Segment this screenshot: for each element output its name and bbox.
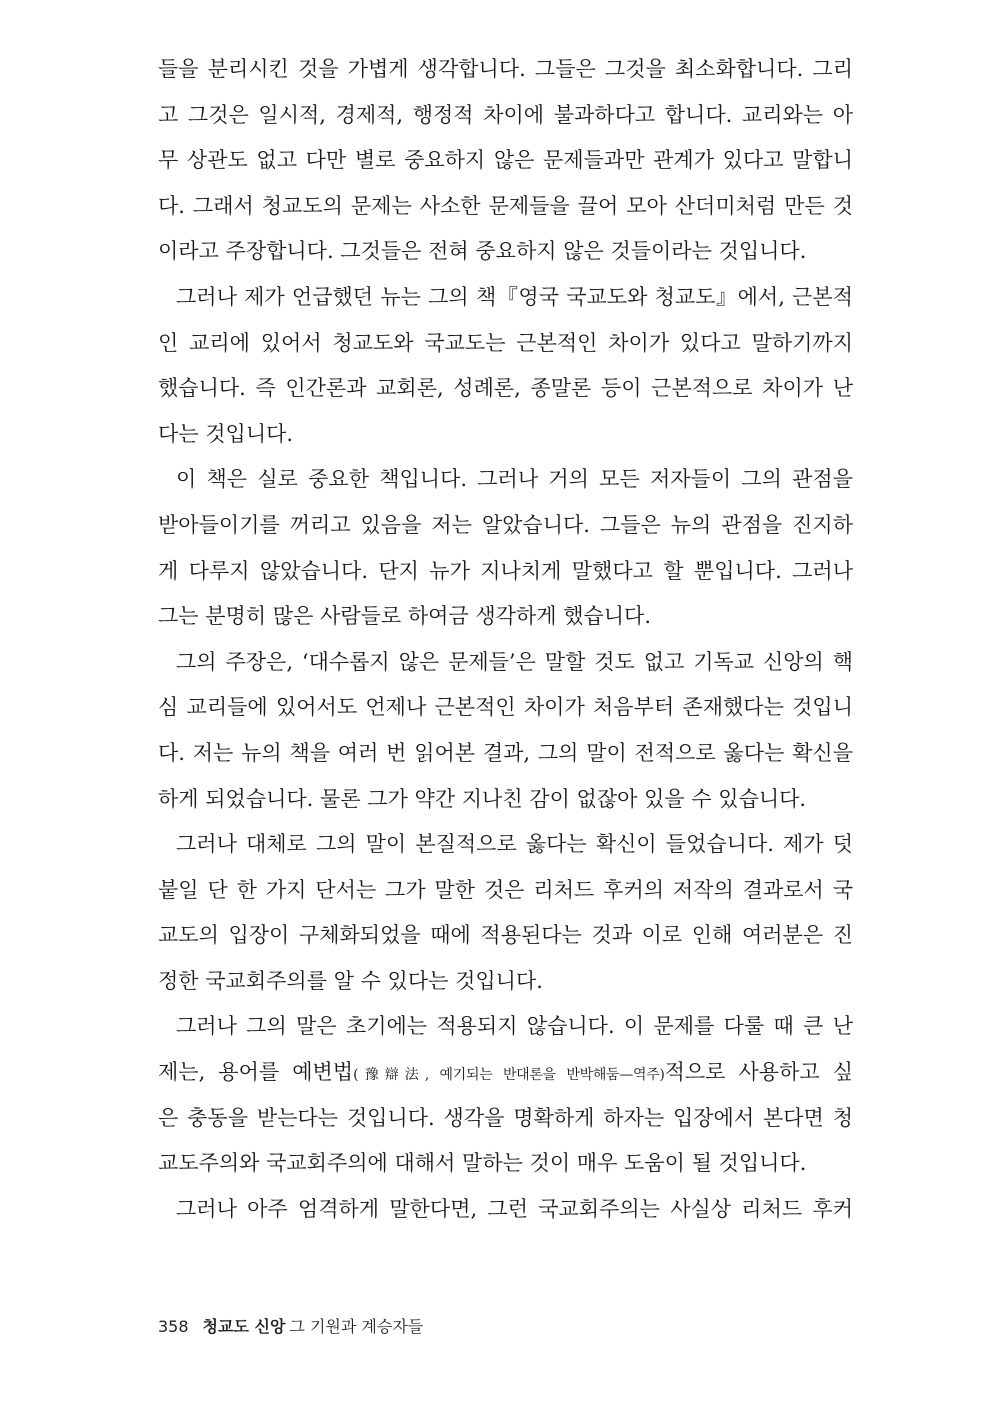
- text-line: 그러나 아주 엄격하게 말한다면, 그런 국교회주의는 사실상 리처드 후커: [176, 1196, 853, 1221]
- text-line: 심 교리들에 있어서도 언제나 근본적인 차이가 처음부터 존재했다는 것입니: [158, 695, 853, 720]
- text-line: 다. 저는 뉴의 책을 여러 번 읽어본 결과, 그의 말이 전적으로 옳다는 확신을: [158, 740, 853, 765]
- text-line: 은 충동을 받는다는 것입니다. 생각을 명확하게 하자는 입장에서 본다면 청: [158, 1105, 853, 1130]
- text-line: 받아들이기를 꺼리고 있음을 저는 알았습니다. 그들은 뉴의 관점을 진지하: [158, 512, 853, 537]
- running-subtitle: 그 기원과 계승자들: [289, 1317, 424, 1336]
- text-line: 그는 분명히 많은 사람들로 하여금 생각하게 했습니다.: [158, 604, 652, 629]
- line-text-after-note: 적으로 사용하고 싶: [664, 1060, 853, 1085]
- text-line: 붙일 단 한 가지 단서는 그가 말한 것은 리처드 후커의 저작의 결과로서 국: [158, 877, 853, 902]
- text-line: 교도의 입장이 구체화되었을 때에 적용된다는 것과 이로 인해 여러분은 진: [158, 923, 853, 948]
- text-line: 교도주의와 국교회주의에 대해서 말하는 것이 매우 도움이 될 것입니다.: [158, 1151, 807, 1176]
- text-line: 이라고 주장합니다. 그것들은 전혀 중요하지 않은 것들이라는 것입니다.: [158, 239, 807, 264]
- text-line: 했습니다. 즉 인간론과 교회론, 성례론, 종말론 등이 근본적으로 차이가 난: [158, 376, 853, 401]
- text-line: 무 상관도 없고 다만 별로 중요하지 않은 문제들과만 관계가 있다고 말합니: [158, 148, 853, 173]
- text-line: 다. 그래서 청교도의 문제는 사소한 문제들을 끌어 모아 산더미처럼 만든 것: [158, 193, 853, 218]
- running-title: 청교도 신앙: [202, 1317, 286, 1336]
- text-line: 게 다루지 않았습니다. 단지 뉴가 지나치게 말했다고 할 뿐입니다. 그러나: [158, 558, 853, 583]
- text-line: 들을 분리시킨 것을 가볍게 생각합니다. 그들은 그것을 최소화합니다. 그리: [158, 57, 853, 81]
- paragraph-5: [158, 822, 853, 1004]
- page-footer: [158, 1314, 423, 1336]
- paragraph-7: [158, 1187, 853, 1233]
- text-line: 다는 것입니다.: [158, 421, 294, 446]
- text-line: 하게 되었습니다. 물론 그가 약간 지나친 감이 없잖아 있을 수 있습니다.: [158, 786, 807, 811]
- text-line: 그러나 대체로 그의 말이 본질적으로 옳다는 확신이 들었습니다. 제가 덧: [176, 832, 853, 857]
- text-line: 그의 주장은, ‘대수롭지 않은 문제들’은 말할 것도 없고 기독교 신앙의 핵: [176, 649, 853, 674]
- text-line: 이 책은 실로 중요한 책입니다. 그러나 거의 모든 저자들이 그의 관점을: [176, 467, 853, 492]
- line-text-before-note: 제는, 용어를 예변법: [158, 1060, 354, 1085]
- text-line-with-note: [158, 1050, 853, 1096]
- paragraph-3: [158, 457, 853, 639]
- paragraph-1: [158, 47, 853, 275]
- translator-note: (豫辯法, 예기되는 반대론을 반박해둠—역주): [353, 1067, 665, 1084]
- text-line: 고 그것은 일시적, 경제적, 행정적 차이에 불과하다고 합니다. 교리와는 아: [158, 102, 853, 127]
- text-line: 그러나 그의 말은 초기에는 적용되지 않습니다. 이 문제를 다룰 때 큰 난: [176, 1014, 853, 1039]
- paragraph-2: [158, 275, 853, 457]
- text-line: 인 교리에 있어서 청교도와 국교도는 근본적인 차이가 있다고 말하기까지: [158, 330, 853, 355]
- paragraph-6: [158, 1004, 853, 1186]
- body-text: [158, 47, 853, 1232]
- text-line: 정한 국교회주의를 알 수 있다는 것입니다.: [158, 968, 543, 993]
- page-number: 358: [158, 1317, 189, 1336]
- text-line: 그러나 제가 언급했던 뉴는 그의 책『영국 국교도와 청교도』에서, 근본적: [176, 284, 853, 309]
- paragraph-4: [158, 640, 853, 822]
